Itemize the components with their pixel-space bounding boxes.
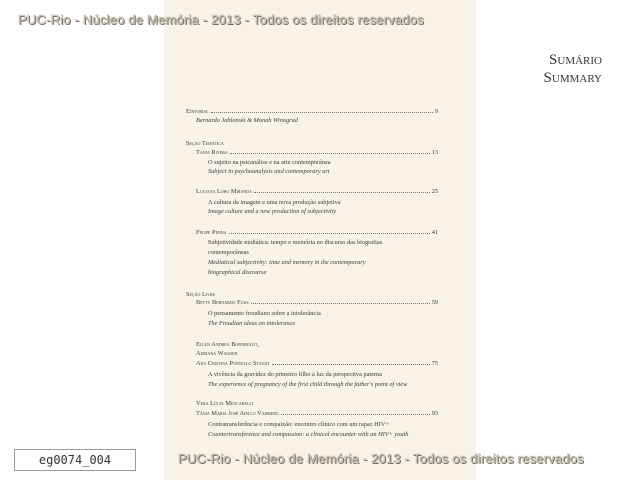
toc-entry[interactable] — [196, 360, 438, 368]
toc-page: 41 — [431, 229, 438, 236]
toc-title-en: Subject in psychoanalysis and contemporary art — [208, 168, 330, 175]
leader-dots — [230, 153, 430, 154]
toc-author: Adriana Wagner — [196, 350, 238, 357]
toc-title-pt: A vivência da gravidez do primeiro filho à luz da perspectiva paterna — [208, 371, 382, 378]
toc-entry[interactable] — [196, 149, 438, 157]
heading-summary: Summary — [543, 70, 602, 86]
toc-title-pt-cont: contemporâneas — [208, 249, 249, 256]
toc-author: Luciana Lobo Miranda — [196, 188, 252, 195]
toc-page: 59 — [431, 299, 438, 306]
toc-title-en: Mediatical subjectivity: time and memory in the contemporary — [208, 259, 366, 266]
toc-title-en: Image culture and a new production of subjectivity — [208, 208, 337, 215]
heading-sumario: Sumário — [549, 52, 602, 68]
leader-dots — [229, 233, 430, 234]
leader-dots — [272, 364, 430, 365]
image-code-label: eg0074_004 — [14, 449, 136, 471]
leader-dots — [281, 414, 430, 415]
toc-page: 9 — [434, 108, 438, 115]
toc-entry[interactable] — [196, 410, 438, 418]
toc-title-pt: O sujeito na psicanálise e na arte contemporânea — [208, 159, 331, 166]
toc-author: Ana Cristina Pontello Staudt — [196, 360, 270, 367]
toc-editorial[interactable] — [186, 108, 438, 116]
toc-page: 13 — [431, 149, 438, 156]
toc-author: Vera Lúcia Mencarelli — [196, 400, 254, 407]
leader-dots — [211, 112, 433, 113]
toc-title-en: The experience of pregnancy of the first child through the father's point of view — [208, 381, 408, 388]
toc-title-pt: O pensamento freudiano sobre a intolerância — [208, 310, 321, 317]
toc-label: Editorial — [186, 108, 209, 115]
toc-entry[interactable] — [196, 188, 438, 196]
toc-title-pt: Subjetividade midiática: tempo e memória no discurso das biografias — [208, 239, 383, 246]
toc-page: 93 — [431, 410, 438, 417]
toc-author: Ellen Andrea Bornholdt, — [196, 341, 259, 348]
section-tematica-label: Seção Temática — [186, 140, 224, 147]
toc-entry[interactable] — [196, 299, 438, 307]
section-livre-label: Seção Livre — [186, 291, 216, 298]
toc-title-en: The Freudian ideas on intolerance — [208, 320, 296, 327]
toc-title-en-cont: biographical discourse — [208, 269, 267, 276]
toc-author: Felipe Penna — [196, 229, 227, 236]
toc-author: Tânia Maria José Aiello Vaisberg — [196, 410, 279, 417]
toc-author: Betty Bernardo Fuks — [196, 299, 249, 306]
watermark-top: PUC-Rio - Núcleo de Memória - 2013 - Todos os direitos reservados — [18, 12, 424, 27]
toc-author: Tania Rivera — [196, 149, 228, 156]
leader-dots — [254, 192, 430, 193]
toc-title-en: Countertransference and compassion: a clinical encounter with an HIV+ youth — [208, 431, 409, 438]
toc-title-pt: Contratransferência e compaixão: encontro clínico com um rapaz HIV+ — [208, 421, 389, 428]
toc-entry[interactable] — [196, 229, 438, 237]
leader-dots — [251, 303, 430, 304]
toc-editorial-authors: Bernardo Jablonski & Monah Winograd — [196, 117, 298, 124]
toc-page: 75 — [431, 360, 438, 367]
toc-title-pt: A cultura da imagem e uma nova produção subjetiva — [208, 199, 341, 206]
toc-page: 25 — [431, 188, 438, 195]
watermark-bottom: PUC-Rio - Núcleo de Memória - 2013 - Todos os direitos reservados — [178, 451, 584, 466]
